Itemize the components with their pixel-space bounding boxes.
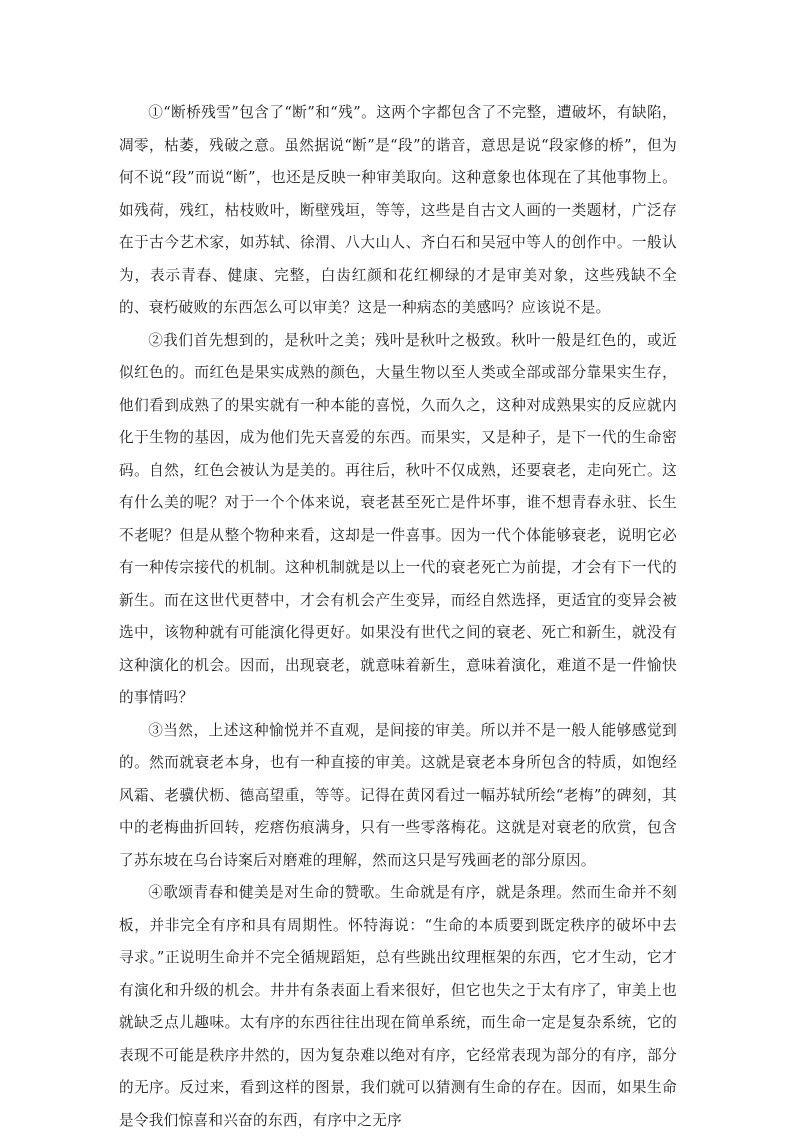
paragraph-3: ③当然，上述这种愉悦并不直观，是间接的审美。所以并不是一般人能够感觉到的。然而就衰老本身，也有一种直接的审美。这就是衰老本身所包含的特质，如饱经风霜、老骥伏枥、德高望重，等等。记得在黄冈看过一幅苏轼所绘“老梅”的碑刻，其中的老梅曲折回转，疙瘩伤痕满身，只有一些零落梅花。这就是对衰老的欣赏，包含了苏东坡在乌台诗案后对磨难的理解，然而这只是写残画老的部分原因。 <box>119 721 677 869</box>
paragraph-2: ②我们首先想到的，是秋叶之美；残叶是秋叶之极致。秋叶一般是红色的，或近似红色的。而红色是果实成熟的颜色，大量生物以至人类或全部或部分靠果实生存，他们看到成熟了的果实就有一种本能的喜悦，久而久之，这种对成熟果实的反应就内化于生物的基因，成为他们先天喜爱的东西。而果实，又是种子，是下一代的生命密码。自然，红色会被认为是美的。再往后，秋叶不仅成熟，还要衰老，走向死亡。这有什么美的呢？对于一个个体来说，衰老甚至死亡是件坏事，谁不想青春永驻、长生不老呢？但是从整个物种来看，这却是一件喜事。因为一代个体能够衰老，说明它必有一种传宗接代的机制。这种机制就是以上一代的衰老死亡为前提，才会有下一代的新生。而在这世代更替中，才会有机会产生变异，而经自然选择，更适宜的变异会被选中，该物种就有可能演化得更好。如果没有世代之间的衰老、死亡和新生，就没有这种演化的机会。因而，出现衰老，就意味着新生，意味着演化，难道不是一件愉快的事情吗？ <box>119 331 677 706</box>
paragraph-1: ①“断桥残雪”包含了“断”和“残”。这两个字都包含了不完整，遭破坏，有缺陷，凋零，枯萎，残破之意。虽然据说“断”是“段”的谐音，意思是说“段家修的桥”，但为何不说“段”而说“断”，也还是反映一种审美取向。这种意象也体现在了其他事物上。如残荷，残红，枯枝败叶，断壁残垣，等等，这些是自古文人画的一类题材，广泛存在于古今艺术家，如苏轼、徐渭、八大山人、齐白石和吴冠中等人的创作中。一般认为，表示青春、健康、完整，白齿红颜和花红柳绿的才是审美对象，这些残缺不全的、衰朽破败的东西怎么可以审美？这是一种病态的美感吗？应该说不是。 <box>119 104 677 316</box>
document-body <box>119 97 677 1137</box>
paragraph-4: ④歌颂青春和健美是对生命的赞歌。生命就是有序，就是条理。然而生命并不刻板，并非完全有序和具有周期性。怀特海说：“生命的本质要到既定秩序的破坏中去寻求。”正说明生命并不完全循规蹈矩，总有些跳出纹理框架的东西，它才生动，它才有演化和升级的机会。井井有条表面上看来很好，但它也失之于太有序了，审美上也就缺乏点儿趣味。太有序的东西往往出现在简单系统，而生命一定是复杂系统，它的表现不可能是秩序井然的，因为复杂难以绝对有序，它经常表现为部分的有序，部分的无序。反过来，看到这样的图景，我们就可以猜测有生命的存在。因而，如果生命是令我们惊喜和兴奋的东西，有序中之无序 <box>119 884 677 1129</box>
